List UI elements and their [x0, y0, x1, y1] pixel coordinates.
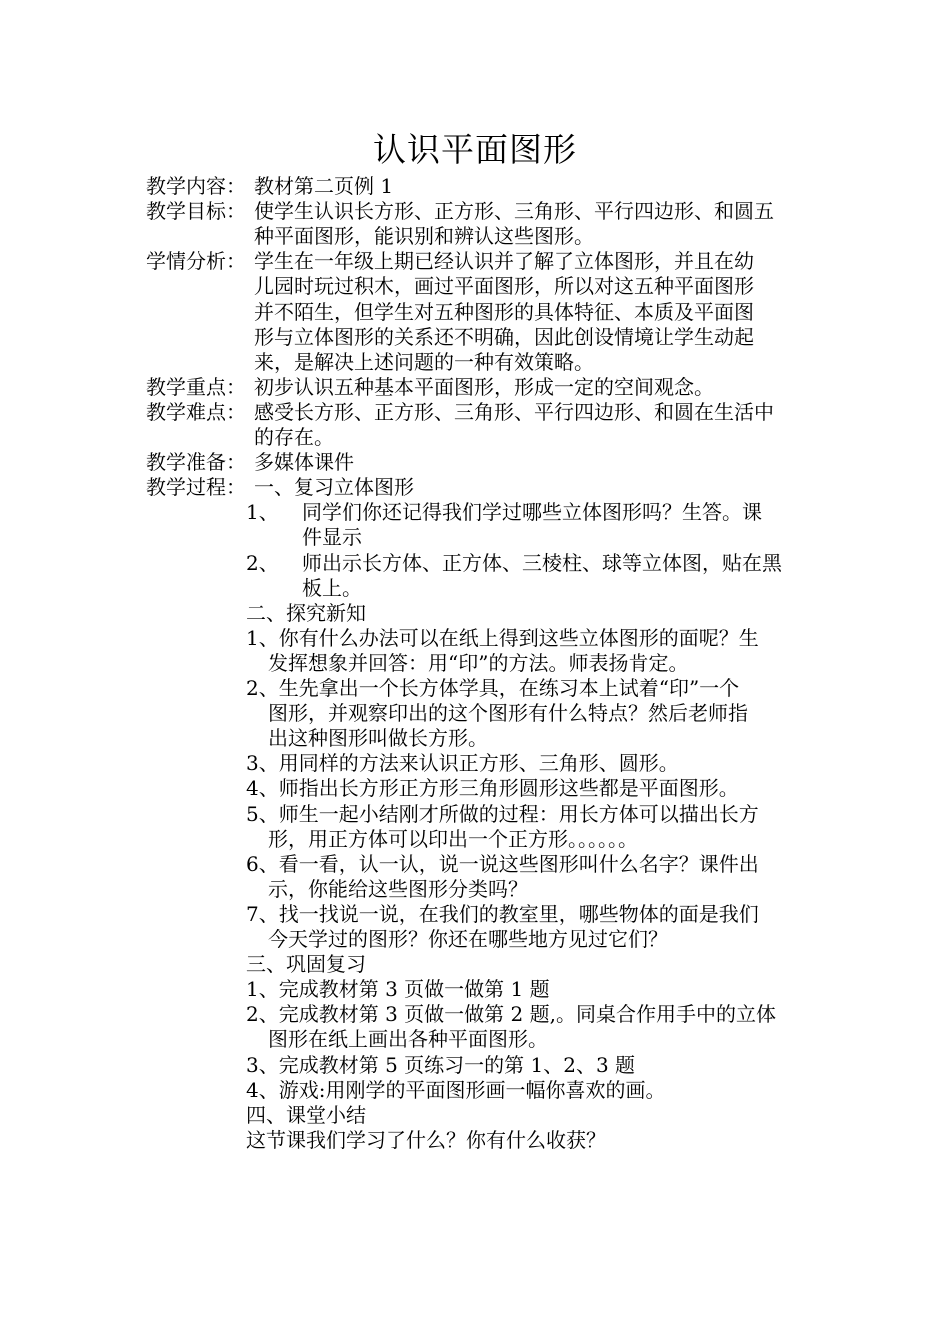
field-label: 教学重点： — [146, 374, 246, 399]
section-heading: 四、课堂小结 — [246, 1102, 366, 1127]
list-item-text: 件显示 — [302, 525, 362, 550]
list-item: 4、游戏:用刚学的平面图形画一幅你喜欢的画。 — [246, 1077, 666, 1102]
section-heading: 三、巩固复习 — [246, 952, 366, 977]
list-item: 这节课我们学习了什么？你有什么收获？ — [246, 1127, 606, 1152]
list-item: 2、生先拿出一个长方体学具，在练习本上试着“印”一个 — [246, 676, 740, 700]
field-label: 教学难点： — [146, 399, 246, 424]
list-item-continued: 图形在纸上画出各种平面图形。 — [268, 1027, 548, 1052]
field-label: 学情分析： — [146, 249, 246, 274]
list-item-continued: 图形，并观察印出的这个图形有什么特点？然后老师指 — [268, 701, 748, 726]
field-label: 教学内容： — [146, 174, 246, 198]
field-value-continued: 的存在。 — [254, 425, 334, 449]
field-value-continued: 来，是解决上述问题的一种有效策略。 — [254, 349, 594, 374]
list-item: 3、用同样的方法来认识正方形、三角形、圆形。 — [246, 751, 679, 776]
list-number: 1、 — [246, 500, 279, 525]
list-item: 2、完成教材第 3 页做一做第 2 题,。同桌合作用手中的立体 — [246, 1002, 776, 1027]
list-item-text: 同学们你还记得我们学过哪些立体图形吗？生答。课 — [302, 500, 762, 525]
field-value-continued: 形与立体图形的关系还不明确，因此创设情境让学生动起 — [254, 324, 754, 349]
field-value: 一、复习立体图形 — [254, 475, 414, 500]
field-value-continued: 种平面图形，能识别和辨认这些图形。 — [254, 224, 594, 249]
list-item: 3、完成教材第 5 页练习一的第 1、2、3 题 — [246, 1052, 636, 1077]
list-item: 4、师指出长方形正方形三角形圆形这些都是平面图形。 — [246, 776, 739, 801]
field-label: 教学目标： — [146, 199, 246, 224]
section-heading: 二、探究新知 — [246, 600, 366, 625]
list-item: 5、师生一起小结刚才所做的过程：用长方体可以描出长方 — [246, 801, 759, 826]
list-item: 6、看一看，认一认，说一说这些图形叫什么名字？课件出 — [246, 851, 759, 876]
field-value-continued: 儿园时玩过积木，画过平面图形，所以对这五种平面图形 — [254, 274, 754, 299]
field-value: 多媒体课件 — [254, 450, 354, 475]
field-value: 感受长方形、正方形、三角形、平行四边形、和圆在生活中 — [254, 399, 774, 424]
field-label: 教学准备： — [146, 450, 246, 475]
list-item-continued: 今天学过的图形？你还在哪些地方见过它们？ — [268, 927, 668, 951]
list-item: 7、找一找说一说，在我们的教室里，哪些物体的面是我们 — [246, 901, 759, 926]
list-item-continued: 出这种图形叫做长方形。 — [268, 726, 488, 751]
list-item: 1、你有什么办法可以在纸上得到这些立体图形的面呢？生 — [246, 625, 759, 650]
field-value: 教材第二页例 1 — [254, 174, 394, 198]
list-item: 1、完成教材第 3 页做一做第 1 题 — [246, 977, 550, 1002]
field-label: 教学过程： — [146, 475, 246, 500]
list-item-continued: 形，用正方体可以印出一个正方形。。。。。。 — [268, 826, 638, 851]
field-value: 初步认识五种基本平面图形，形成一定的空间观念。 — [254, 374, 714, 399]
list-item-continued: 示，你能给这些图形分类吗？ — [268, 876, 528, 901]
list-item-text: 板上。 — [302, 575, 362, 600]
document-title: 认识平面图形 — [373, 130, 577, 169]
list-number: 2、 — [246, 550, 279, 575]
list-item-continued: 发挥想象并回答：用“印”的方法。师表扬肯定。 — [268, 650, 689, 675]
list-item-text: 师出示长方体、正方体、三棱柱、球等立体图，贴在黑 — [302, 550, 782, 575]
field-value: 学生在一年级上期已经认识并了解了立体图形，并且在幼 — [254, 249, 754, 274]
field-value: 使学生认识长方形、正方形、三角形、平行四边形、和圆五 — [254, 199, 774, 224]
field-value-continued: 并不陌生，但学生对五种图形的具体特征、本质及平面图 — [254, 299, 754, 324]
